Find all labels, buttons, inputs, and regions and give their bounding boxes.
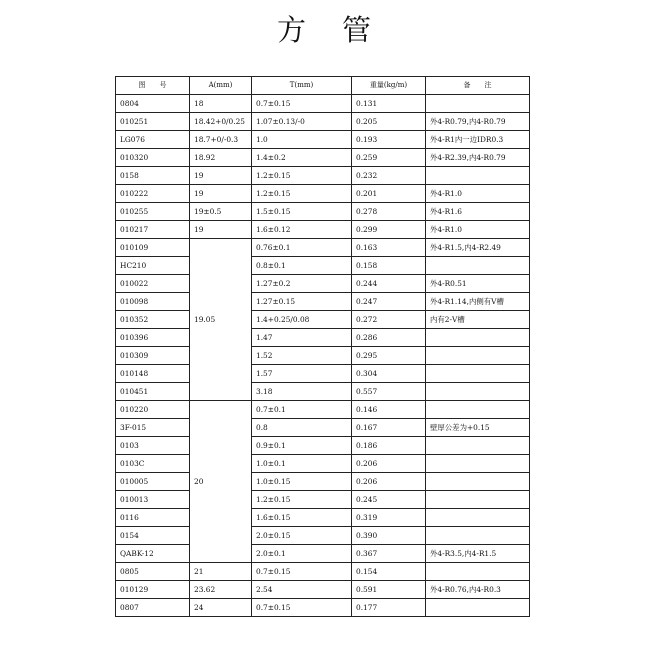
- cell-remarks: 外4-R1.14,内侧有V槽: [426, 293, 530, 311]
- cell-t-mm: 1.2±0.15: [252, 491, 352, 509]
- cell-a-mm: 18.7+0/-0.3: [190, 131, 252, 149]
- cell-part-number: 0154: [116, 527, 190, 545]
- cell-part-number: 010217: [116, 221, 190, 239]
- cell-weight: 0.557: [352, 383, 426, 401]
- cell-t-mm: 1.2±0.15: [252, 167, 352, 185]
- cell-weight: 0.367: [352, 545, 426, 563]
- cell-remarks: 外4-R1.5,内4-R2.49: [426, 239, 530, 257]
- cell-part-number: 010109: [116, 239, 190, 257]
- title-char-2: 管: [342, 13, 374, 47]
- cell-a-mm: 19: [190, 167, 252, 185]
- cell-part-number: 010222: [116, 185, 190, 203]
- cell-t-mm: 0.9±0.1: [252, 437, 352, 455]
- cell-remarks: [426, 383, 530, 401]
- cell-part-number: 010352: [116, 311, 190, 329]
- table-row: [116, 167, 530, 185]
- cell-t-mm: 3.18: [252, 383, 352, 401]
- cell-t-mm: 0.7±0.15: [252, 563, 352, 581]
- cell-remarks: [426, 455, 530, 473]
- cell-weight: 0.186: [352, 437, 426, 455]
- cell-remarks: 外4-R1内一边IDR0.3: [426, 131, 530, 149]
- cell-remarks: [426, 437, 530, 455]
- cell-t-mm: 1.27±0.15: [252, 293, 352, 311]
- cell-a-mm-merged: 19.05: [190, 239, 252, 401]
- cell-a-mm: 19: [190, 185, 252, 203]
- cell-part-number: HC210: [116, 257, 190, 275]
- cell-remarks: [426, 95, 530, 113]
- cell-t-mm: 1.57: [252, 365, 352, 383]
- table-row: [116, 491, 530, 509]
- cell-t-mm: 1.0±0.15: [252, 473, 352, 491]
- cell-part-number: 0158: [116, 167, 190, 185]
- cell-a-mm: 23.62: [190, 581, 252, 599]
- cell-remarks: [426, 365, 530, 383]
- cell-weight: 0.167: [352, 419, 426, 437]
- cell-part-number: 010013: [116, 491, 190, 509]
- cell-part-number: 010098: [116, 293, 190, 311]
- cell-remarks: 外4-R2.39,内4-R0.79: [426, 149, 530, 167]
- cell-t-mm: 1.52: [252, 347, 352, 365]
- cell-remarks: [426, 563, 530, 581]
- table-row: [116, 599, 530, 617]
- table-row: [116, 185, 530, 203]
- cell-part-number: 0805: [116, 563, 190, 581]
- cell-weight: 0.259: [352, 149, 426, 167]
- table-row: [116, 275, 530, 293]
- cell-weight: 0.591: [352, 581, 426, 599]
- cell-part-number: 010451: [116, 383, 190, 401]
- cell-t-mm: 1.27±0.2: [252, 275, 352, 293]
- cell-part-number: 010022: [116, 275, 190, 293]
- cell-part-number: 010148: [116, 365, 190, 383]
- cell-t-mm: 0.7±0.1: [252, 401, 352, 419]
- table-row: [116, 563, 530, 581]
- square-tube-spec-table: [115, 76, 530, 617]
- table-row: [116, 257, 530, 275]
- cell-weight: 0.299: [352, 221, 426, 239]
- cell-weight: 0.146: [352, 401, 426, 419]
- table-row: [116, 203, 530, 221]
- cell-weight: 0.158: [352, 257, 426, 275]
- table-row: [116, 365, 530, 383]
- cell-weight: 0.244: [352, 275, 426, 293]
- cell-weight: 0.177: [352, 599, 426, 617]
- cell-remarks: [426, 347, 530, 365]
- cell-t-mm: 1.47: [252, 329, 352, 347]
- cell-t-mm: 0.8±0.1: [252, 257, 352, 275]
- table-row: [116, 455, 530, 473]
- cell-weight: 0.206: [352, 473, 426, 491]
- cell-t-mm: 1.4+0.25/0.08: [252, 311, 352, 329]
- cell-a-mm: 19: [190, 221, 252, 239]
- cell-a-mm: 24: [190, 599, 252, 617]
- table-row: [116, 149, 530, 167]
- cell-remarks: [426, 167, 530, 185]
- cell-weight: 0.201: [352, 185, 426, 203]
- header-weight: 重量(kg/m): [352, 77, 426, 95]
- cell-t-mm: 0.7±0.15: [252, 95, 352, 113]
- cell-remarks: 外4-R1.6: [426, 203, 530, 221]
- cell-remarks: 壁厚公差为+0.15: [426, 419, 530, 437]
- cell-remarks: 外4-R1.0: [426, 221, 530, 239]
- cell-t-mm: 1.0: [252, 131, 352, 149]
- table-row: [116, 419, 530, 437]
- cell-weight: 0.286: [352, 329, 426, 347]
- cell-part-number: 010251: [116, 113, 190, 131]
- cell-remarks: 内有2-V槽: [426, 311, 530, 329]
- cell-part-number: 0103: [116, 437, 190, 455]
- cell-weight: 0.247: [352, 293, 426, 311]
- cell-weight: 0.278: [352, 203, 426, 221]
- header-t-mm: T(mm): [252, 77, 352, 95]
- cell-a-mm: 21: [190, 563, 252, 581]
- cell-weight: 0.232: [352, 167, 426, 185]
- cell-weight: 0.295: [352, 347, 426, 365]
- cell-weight: 0.304: [352, 365, 426, 383]
- table-row: [116, 383, 530, 401]
- cell-a-mm: 18.92: [190, 149, 252, 167]
- table-row: [116, 401, 530, 419]
- cell-t-mm: 2.54: [252, 581, 352, 599]
- table-row: [116, 329, 530, 347]
- cell-weight: 0.319: [352, 509, 426, 527]
- table-body: [116, 95, 530, 617]
- cell-t-mm: 1.4±0.2: [252, 149, 352, 167]
- cell-remarks: 外4-R1.0: [426, 185, 530, 203]
- header-remarks: 备 注: [426, 77, 530, 95]
- cell-t-mm: 1.07±0.13/-0: [252, 113, 352, 131]
- table-row: [116, 293, 530, 311]
- cell-part-number: 010005: [116, 473, 190, 491]
- cell-a-mm-merged: 20: [190, 401, 252, 563]
- cell-part-number: 010309: [116, 347, 190, 365]
- cell-a-mm: 19±0.5: [190, 203, 252, 221]
- cell-weight: 0.163: [352, 239, 426, 257]
- table-row: [116, 95, 530, 113]
- cell-part-number: 3F-015: [116, 419, 190, 437]
- table-row: [116, 437, 530, 455]
- cell-remarks: [426, 599, 530, 617]
- cell-remarks: [426, 473, 530, 491]
- cell-part-number: LG076: [116, 131, 190, 149]
- cell-part-number: 0116: [116, 509, 190, 527]
- table-row: [116, 581, 530, 599]
- table-row: [116, 311, 530, 329]
- cell-remarks: 外4-R0.51: [426, 275, 530, 293]
- header-row: [116, 77, 530, 95]
- cell-t-mm: 1.6±0.12: [252, 221, 352, 239]
- table-row: [116, 239, 530, 257]
- cell-part-number: 010129: [116, 581, 190, 599]
- cell-remarks: [426, 509, 530, 527]
- cell-remarks: 外4-R0.76,内4-R0.3: [426, 581, 530, 599]
- cell-weight: 0.206: [352, 455, 426, 473]
- cell-weight: 0.272: [352, 311, 426, 329]
- cell-t-mm: 0.7±0.15: [252, 599, 352, 617]
- cell-weight: 0.205: [352, 113, 426, 131]
- cell-t-mm: 1.2±0.15: [252, 185, 352, 203]
- cell-t-mm: 2.0±0.15: [252, 527, 352, 545]
- cell-a-mm: 18.42+0/0.25: [190, 113, 252, 131]
- cell-remarks: [426, 401, 530, 419]
- cell-remarks: [426, 527, 530, 545]
- title-char-1: 方: [276, 13, 308, 47]
- cell-remarks: [426, 329, 530, 347]
- cell-t-mm: 2.0±0.1: [252, 545, 352, 563]
- cell-t-mm: 1.6±0.15: [252, 509, 352, 527]
- cell-part-number: 010320: [116, 149, 190, 167]
- table-row: [116, 347, 530, 365]
- table-row: [116, 113, 530, 131]
- page-title: [0, 8, 650, 48]
- table-row: [116, 527, 530, 545]
- table-row: [116, 221, 530, 239]
- table-row: [116, 509, 530, 527]
- cell-remarks: [426, 491, 530, 509]
- cell-remarks: 外4-R0.79,内4-R0.79: [426, 113, 530, 131]
- cell-remarks: [426, 257, 530, 275]
- cell-part-number: 010220: [116, 401, 190, 419]
- cell-part-number: 0807: [116, 599, 190, 617]
- cell-t-mm: 0.76±0.1: [252, 239, 352, 257]
- cell-weight: 0.131: [352, 95, 426, 113]
- cell-weight: 0.245: [352, 491, 426, 509]
- cell-weight: 0.154: [352, 563, 426, 581]
- cell-t-mm: 1.5±0.15: [252, 203, 352, 221]
- cell-part-number: 0804: [116, 95, 190, 113]
- cell-part-number: 010255: [116, 203, 190, 221]
- cell-weight: 0.193: [352, 131, 426, 149]
- header-a-mm: A(mm): [190, 77, 252, 95]
- cell-part-number: 0103C: [116, 455, 190, 473]
- cell-a-mm: 18: [190, 95, 252, 113]
- cell-part-number: 010396: [116, 329, 190, 347]
- table-row: [116, 473, 530, 491]
- cell-weight: 0.390: [352, 527, 426, 545]
- cell-remarks: 外4-R3.5,内4-R1.5: [426, 545, 530, 563]
- header-part-number: 图 号: [116, 77, 190, 95]
- cell-t-mm: 1.0±0.1: [252, 455, 352, 473]
- table-row: [116, 131, 530, 149]
- cell-part-number: QABK-12: [116, 545, 190, 563]
- cell-t-mm: 0.8: [252, 419, 352, 437]
- table-row: [116, 545, 530, 563]
